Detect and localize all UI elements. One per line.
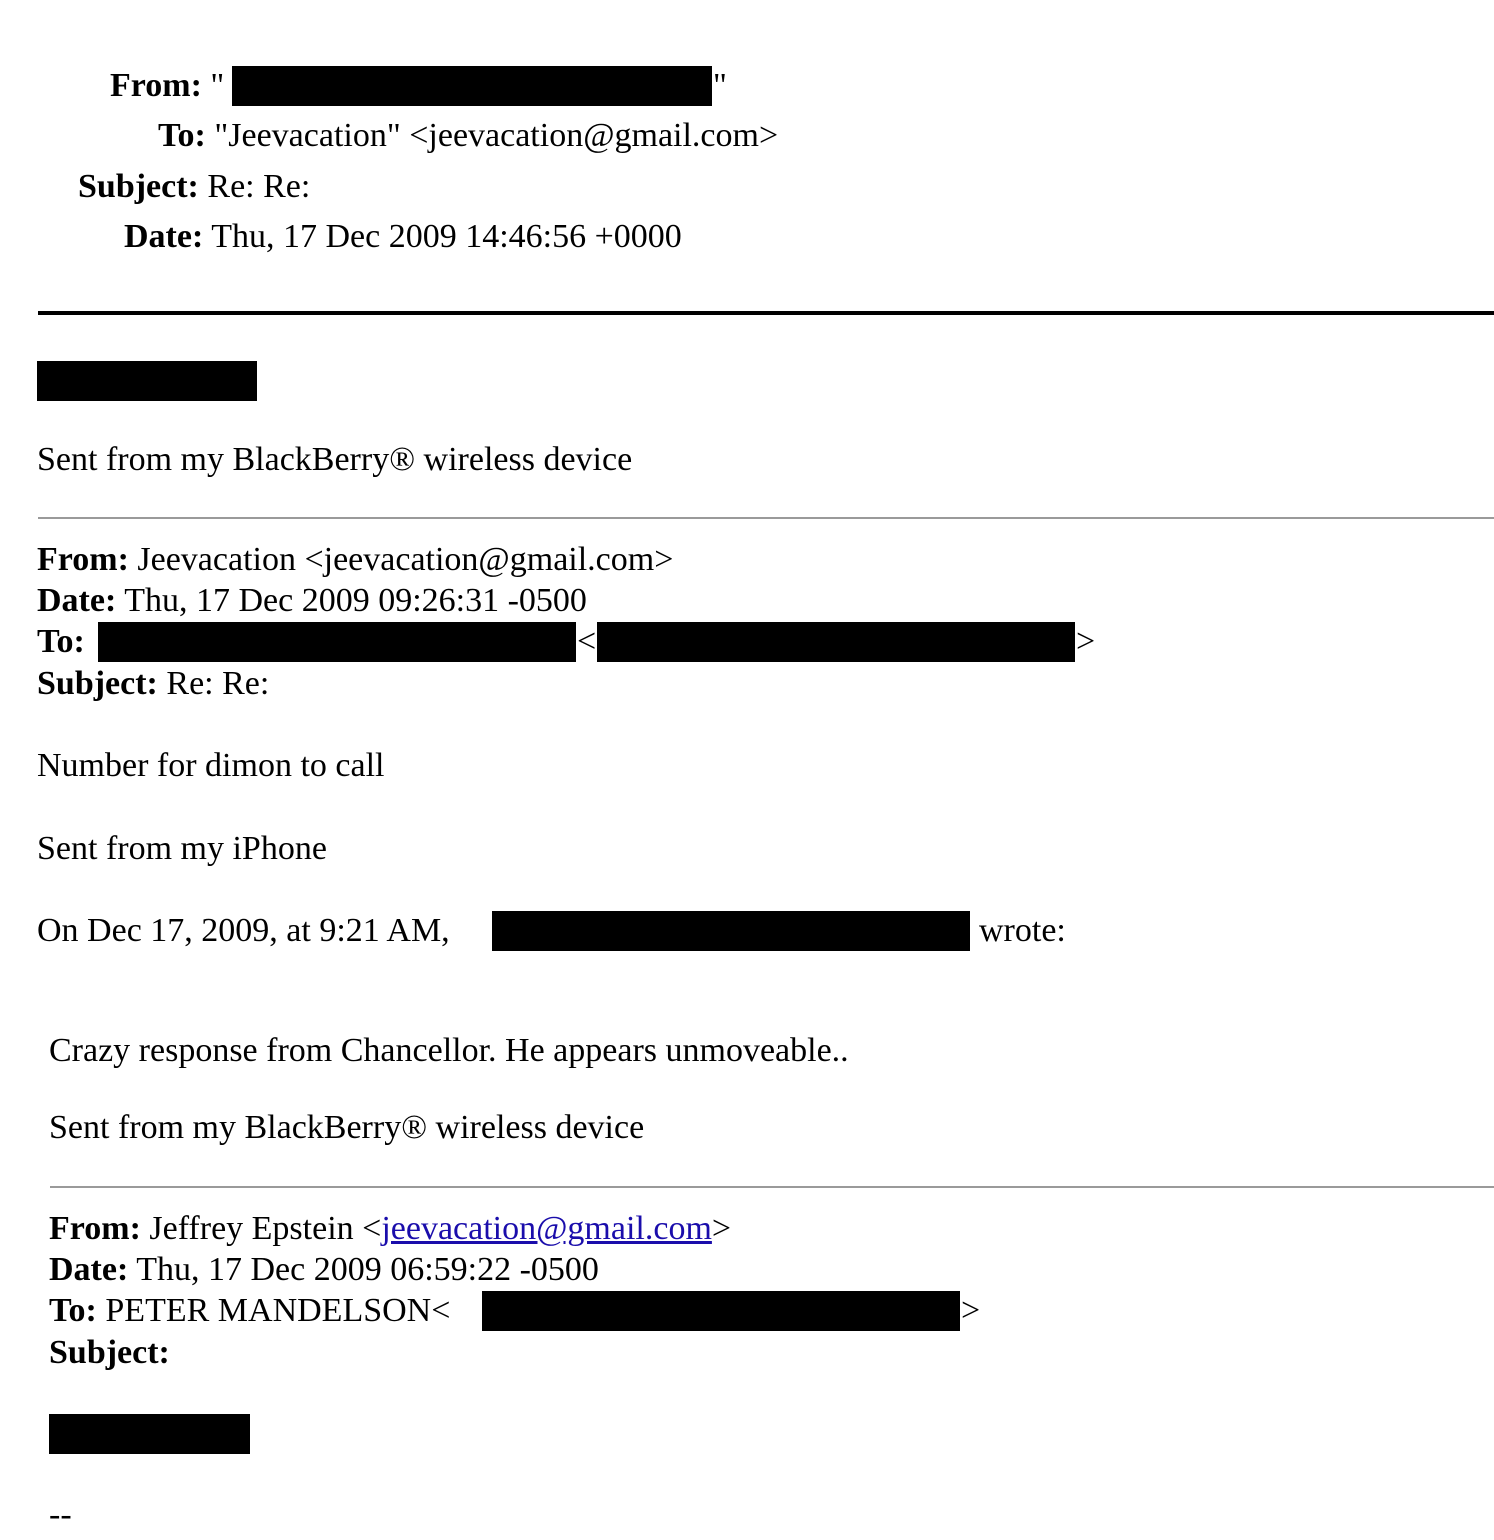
reply1-signature: Sent from my BlackBerry® wireless device [37, 441, 633, 478]
header-date-row [124, 217, 682, 257]
redacted-msg2-to-name [98, 622, 576, 662]
msg2-subject-row [37, 664, 269, 704]
redacted-msg2-to-email [597, 622, 1075, 662]
msg2-to-label: To: [37, 623, 85, 660]
msg2-quote-intro-post: wrote: [979, 912, 1066, 949]
header-to-row [158, 116, 778, 156]
msg3-body: Crazy response from Chancellor. He appears unmoveable.. [49, 1032, 849, 1069]
msg4-subject-label: Subject: [49, 1334, 170, 1371]
msg2-signature: Sent from my iPhone [37, 830, 327, 867]
msg4-to-gt: > [961, 1292, 981, 1329]
msg2-to-lt: < [577, 623, 597, 660]
header-from-row [110, 66, 224, 106]
redacted-quoted-sender [492, 911, 970, 951]
header-subject-label: Subject: [78, 168, 199, 205]
msg3-signature: Sent from my BlackBerry® wireless device [49, 1109, 645, 1146]
msg2-date-value: Thu, 17 Dec 2009 09:26:31 -0500 [124, 582, 587, 619]
redacted-msg4-to-email [482, 1291, 960, 1331]
header-date-label: Date: [124, 218, 204, 255]
header-divider [38, 311, 1494, 315]
redacted-from-sender [232, 66, 712, 106]
header-to-value: "Jeevacation" <jeevacation@gmail.com> [214, 117, 779, 154]
redacted-reply-body [37, 361, 257, 401]
msg2-date-label: Date: [37, 582, 117, 619]
msg4-from-email-link[interactable]: jeevacation@gmail.com [381, 1210, 712, 1247]
header-from-quote-close: " [713, 67, 727, 104]
msg4-to-value: PETER MANDELSON< [105, 1292, 451, 1329]
msg2-to-gt: > [1076, 623, 1096, 660]
msg2-from-label: From: [37, 541, 129, 578]
msg2-to-row [37, 622, 85, 662]
msg4-to-row [49, 1291, 450, 1331]
quote-divider-1 [38, 517, 1494, 519]
msg2-body: Number for dimon to call [37, 747, 385, 784]
msg2-from-row [37, 540, 673, 580]
msg4-date-value: Thu, 17 Dec 2009 06:59:22 -0500 [136, 1251, 599, 1288]
header-from-quote-open: " [210, 67, 225, 104]
header-subject-row [78, 167, 310, 207]
msg2-subject-label: Subject: [37, 665, 158, 702]
msg4-from-name: Jeffrey Epstein < [149, 1210, 382, 1247]
redacted-msg4-body [49, 1414, 250, 1454]
header-subject-value: Re: Re: [207, 168, 311, 205]
msg2-subject-value: Re: Re: [166, 665, 270, 702]
header-date-value: Thu, 17 Dec 2009 14:46:56 +0000 [211, 218, 682, 255]
msg4-subject-row [49, 1333, 170, 1373]
msg4-date-label: Date: [49, 1251, 129, 1288]
msg4-from-row [49, 1209, 731, 1249]
header-to-label: To: [158, 117, 206, 154]
quote-divider-2 [50, 1186, 1494, 1188]
msg2-date-row [37, 581, 587, 621]
msg4-date-row [49, 1250, 599, 1290]
msg4-footer: -- [49, 1496, 72, 1533]
msg4-to-label: To: [49, 1292, 97, 1329]
msg2-quote-intro-pre: On Dec 17, 2009, at 9:21 AM, [37, 912, 450, 949]
msg2-from-value: Jeevacation <jeevacation@gmail.com> [137, 541, 674, 578]
msg4-from-label: From: [49, 1210, 141, 1247]
header-from-label: From: [110, 67, 202, 104]
msg4-from-close: > [711, 1210, 732, 1247]
